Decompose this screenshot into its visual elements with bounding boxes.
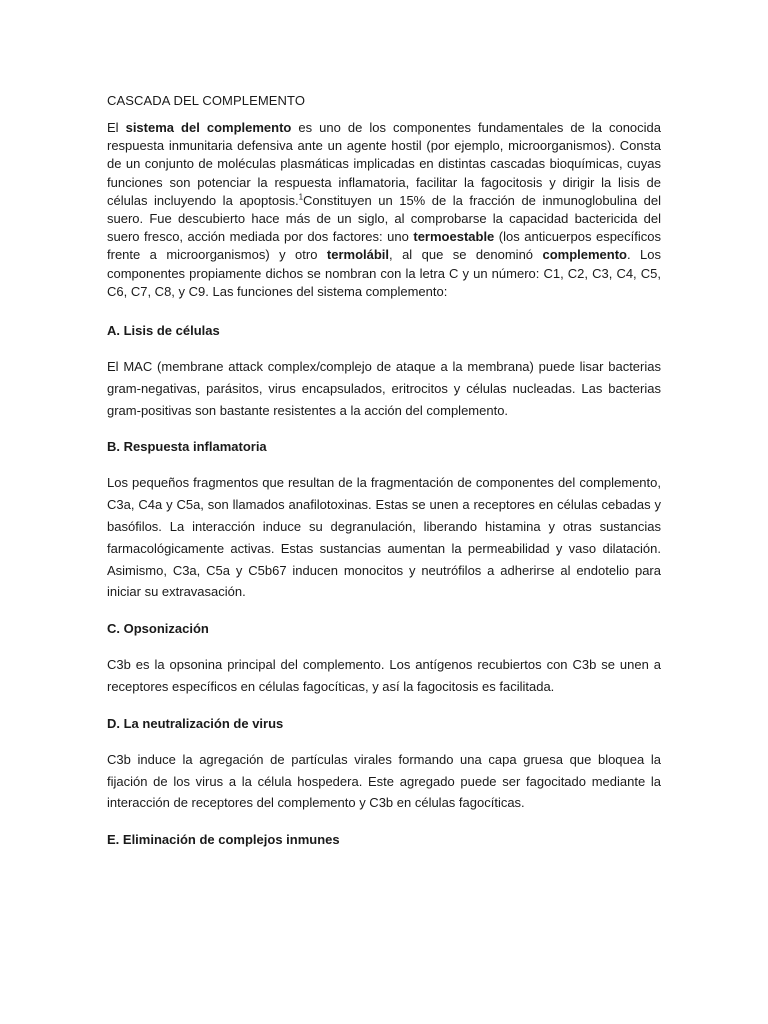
intro-paragraph — [107, 119, 661, 301]
intro-text-5: , al que se denominó — [389, 247, 543, 263]
intro-bold-complemento: complemento — [542, 247, 627, 263]
section-heading-lisis: A. Lisis de células — [107, 323, 220, 339]
document-content — [107, 93, 661, 848]
section-heading-neutralizacion-virus: D. La neutralización de virus — [107, 715, 284, 731]
intro-bold-termoestable: termoestable — [413, 229, 495, 245]
intro-text-3: Constituyen un 15% de la fracción de inmunoglobulina del suero. Fue descubierto hace más de un siglo, al comprobarse la capacidad bactericida del suero fresco, acción mediada por dos factores: uno — [107, 192, 661, 245]
document-title: CASCADA DEL COMPLEMENTO — [107, 93, 306, 108]
intro-text-1: El — [107, 120, 126, 135]
section-body-respuesta-inflamatoria: Los pequeños fragmentos que resultan de la fragmentación de componentes del complemento, C3a, C4a y C5a, son llamados anafilotoxinas. Estas se unen a receptores en células cebadas y basófilos. La interacción induce su degranulación, liberando histamina y otras sustancias farmacológicamente activas. Estas sustancias aumentan la permeabilidad y vaso dilatación. Asimismo, C3a, C5a y C5b67 inducen monocitos y neutrófilos a adherirse al endotelio para iniciar su extravasación. — [107, 475, 661, 600]
intro-text-4: (los anticuerpos específicos frente a microorganismos) y otro — [107, 229, 661, 263]
section-heading-eliminacion-complejos: E. Eliminación de complejos inmunes — [107, 832, 340, 848]
intro-text-6: . Los componentes propiamente dichos se nombran con la letra C y un número: C1, C2, C3, C4, C5, C6, C7, C8, y C9. Las funciones del sistema complemento: — [107, 247, 662, 299]
section-body-opsonizacion: C3b es la opsonina principal del complemento. Los antígenos recubiertos con C3b se unen a receptores específicos en células fagocíticas, y así la fagocitosis es facilitada. — [107, 657, 661, 694]
section-body-neutralizacion-virus: C3b induce la agregación de partículas virales formando una capa gruesa que bloquea la fijación de los virus a la célula hospedera. Este agregado puede ser fagocitado mediante la interacción de receptores del complemento y C3b en células fagocíticas. — [107, 751, 661, 811]
intro-bold-sistema-complemento: sistema del complemento — [125, 120, 292, 135]
section-heading-respuesta-inflamatoria: B. Respuesta inflamatoria — [107, 439, 267, 455]
section-heading-opsonizacion: C. Opsonización — [107, 621, 209, 637]
intro-bold-termolabil: termolábil — [326, 247, 390, 263]
footnote-reference[interactable]: 1 — [298, 192, 304, 202]
intro-text-2: es uno de los componentes fundamentales de la conocida respuesta inmunitaria defensiva ante un agente hostil (por ejemplo, microorganismos). Consta de un conjunto de moléculas plasmáticas implicadas en distintas cascadas bioquímicas, cuyas funciones son potenciar la respuesta inflamatoria, facilitar la fagocitosis y dirigir la lisis de células incluyendo la apoptosis. — [107, 120, 662, 208]
section-body-lisis: El MAC (membrane attack complex/complejo de ataque a la membrana) puede lisar bacterias gram-negativas, parásitos, virus encapsulados, eritrocitos y células nucleadas. Las bacterias gram-positivas son bastante resistentes a la acción del complemento. — [107, 359, 661, 418]
